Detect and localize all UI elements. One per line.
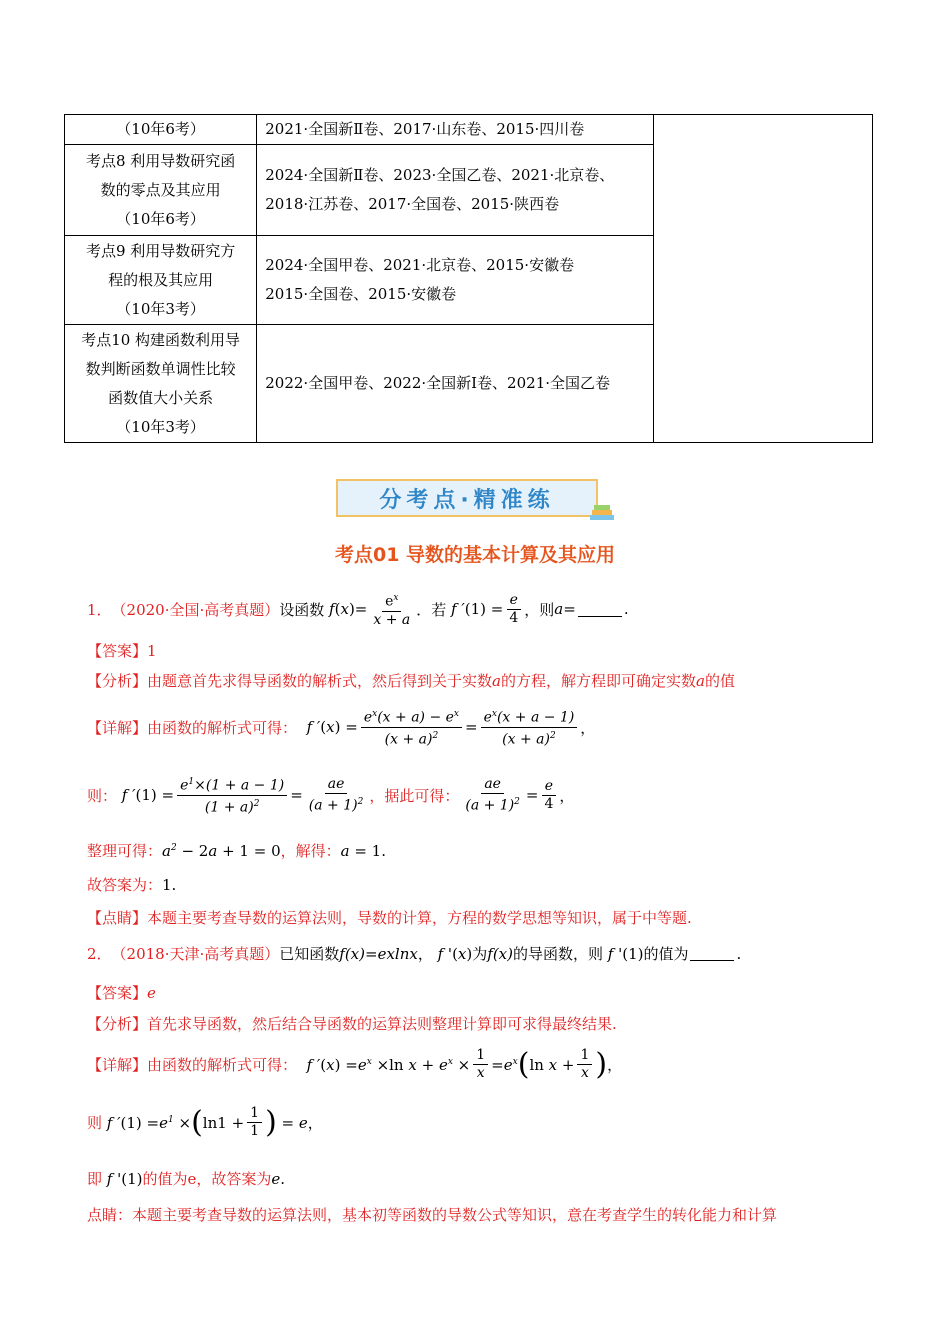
fraction: $\frac{ae}{(a + 1)^2}$	[308, 775, 364, 814]
q2-answer: 【答案】 e	[87, 983, 156, 1002]
fraction: $\frac{ae}{(a + 1)^2}$	[465, 775, 520, 814]
q1-analysis: 【分析】 由题意首先求得导函数的解析式，然后得到关于实数 a 的方程，解方程即可确定实数 a 的值	[87, 671, 735, 690]
table-row	[65, 115, 873, 145]
topic-cell: 考点9 利用导数研究方 程的根及其应用 （10年3考）	[65, 236, 257, 325]
answer-blank	[578, 602, 622, 617]
papers-cell: 2022·全国甲卷、2022·全国新Ⅰ卷、2021·全国乙卷	[257, 325, 654, 443]
fraction: $\frac{e}{4}$	[541, 778, 556, 813]
formula: f	[324, 600, 335, 619]
q2-comment: 点睛：本题主要考查导数的运算法则，基本初等函数的导数公式等知识，意在考查学生的转化能力和计算	[87, 1206, 778, 1224]
q1-comment: 【点睛】 本题主要考查导数的运算法则，导数的计算，方程的数学思想等知识，属于中等题.	[87, 909, 692, 927]
q1-final: 故答案为： 1.	[87, 875, 177, 894]
notes-cell	[654, 115, 873, 443]
q1-stem: 1． （2020·全国·高考真题） 设函数 f ( x )= $\frac{e^x}{x + a}$ ．若 f ′ (1) = $\frac{e}{4}$ ，则 a = .	[87, 591, 629, 628]
q2-analysis: 【分析】 首先求导函数，然后结合导函数的运算法则整理计算即可求得最终结果.	[87, 1015, 617, 1033]
q2-detail: 【详解】 由函数的解析式可得： f ′ ( x ) = $e^x$ ×ln x + $e^x$ × $\frac{1}{x}$ = $e^x$ ( ln x + $\frac{1}{x}$ ) ，	[87, 1046, 623, 1082]
exam-topic-table	[64, 114, 873, 443]
fraction: $\frac{e^1\times(1 + a - 1)}{(1 + a)^2}$	[177, 774, 287, 816]
q1-answer: 【答案】 1	[87, 641, 157, 660]
answer-blank	[690, 946, 734, 961]
topic-cell: （10年6考）	[65, 115, 257, 145]
topic-cell: 考点10 构建函数利用导 数判断函数单调性比较 函数值大小关系 （10年3考）	[65, 325, 257, 443]
fraction: $\frac{1}{1}$	[247, 1105, 262, 1140]
q2-then: 则 f ′ (1) = $e^1$ × ( ln1 + $\frac{1}{1}$ ) = e ，	[87, 1104, 323, 1140]
fraction: $\frac{e^x}{x + a}$	[370, 590, 413, 629]
q2-conclude: 即 f ' (1) 的值为e，故答案为 e .	[87, 1169, 286, 1188]
fraction: $\frac{e}{4}$	[506, 592, 521, 627]
books-icon	[588, 503, 616, 523]
fraction: $\frac{1}{x}$	[577, 1047, 592, 1082]
q1-simplify: 整理可得： $a^2$ − 2 a + 1 = 0 ，解得： a = 1.	[87, 841, 386, 860]
fraction: $\frac{1}{x}$	[473, 1047, 488, 1082]
papers-cell: 2021·全国新Ⅱ卷、2017·山东卷、2015·四川卷	[257, 115, 654, 145]
section-banner: 分考点·精准练	[336, 479, 598, 517]
papers-cell: 2024·全国甲卷、2021·北京卷、2015·安徽卷 2015·全国卷、2015·安徽卷	[257, 236, 654, 325]
q1-detail: 【详解】 由函数的解析式可得： f ′ ( x ) = $\frac{e^x(x + a) - e^x}{(x + a)^2}$ = $\frac{e^x(x + a - 1)}{(x + a)^2}$ ，	[87, 706, 595, 748]
fraction: $\frac{e^x(x + a - 1)}{(x + a)^2}$	[481, 706, 578, 748]
topic-cell: 考点8 利用导数研究函 数的零点及其应用 （10年6考）	[65, 145, 257, 236]
papers-cell: 2024·全国新Ⅱ卷、2023·全国乙卷、2021·北京卷、 2018·江苏卷、2017·全国卷、2015·陕西卷	[257, 145, 654, 236]
q1-then: 则： f ′ (1) = $\frac{e^1\times(1 + a - 1)}{(1 + a)^2}$ = $\frac{ae}{(a + 1)^2}$ ，据此可得： $\frac{ae}{(a + 1)^2}$ = $\frac{e}{4}$ ，	[87, 775, 575, 816]
fraction: $\frac{e^x(x + a) - e^x}{(x + a)^2}$	[361, 706, 462, 748]
section-title: 考点01 导数的基本计算及其应用	[334, 544, 616, 566]
q2-stem: 2． （2018·天津·高考真题） 已知函数 f(x)=exlnx ， f ' ( x ) 为 f(x) 的导函数，则 f ' (1) 的值为 .	[87, 944, 742, 963]
